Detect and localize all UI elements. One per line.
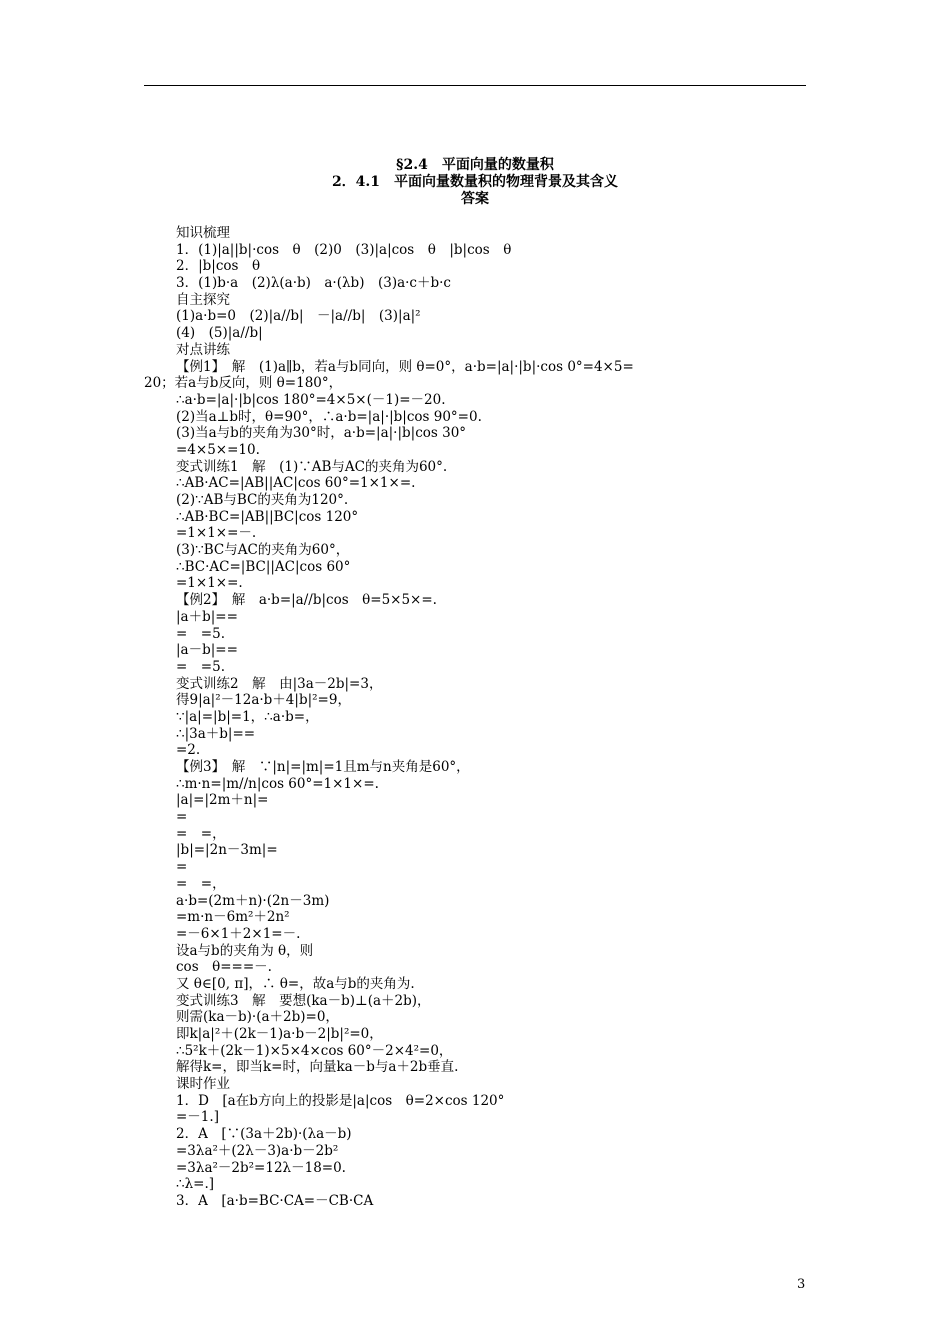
text-line: (2)当a⊥b时，θ=90°，∴a·b=|a|·|b|cos 90°=0. (176, 408, 482, 425)
text-line: 【例1】 解 (1)a∥b，若a与b同向，则 θ=0°，a·b=|a|·|b|·cos 0°=4×5= (176, 358, 634, 375)
text-line: |a|=|2m＋n|= (176, 792, 269, 809)
title-block (144, 157, 806, 208)
text-line: =－6×1＋2×1=－. (176, 925, 301, 942)
text-line: 对点讲练 (176, 341, 230, 358)
text-line: = =5. (176, 625, 226, 642)
text-line: (3)当a与b的夹角为30°时，a·b=|a|·|b|cos 30° (176, 425, 467, 442)
text-line: 变式训练3 解 要想(ka－b)⊥(a＋2b)， (176, 992, 431, 1009)
text-line: |a＋b|== (176, 608, 238, 625)
text-line: 变式训练1 解 (1)∵AB与AC的夹角为60°. (176, 458, 448, 475)
text-line: ∴m·n=|m//n|cos 60°=1×1×=. (176, 775, 379, 792)
text-line: (2)∵AB与BC的夹角为120°. (176, 492, 349, 508)
section-title: §2.4 平面向量的数量积 (396, 157, 554, 173)
text-line: 知识梳理 (176, 225, 230, 241)
text-line: =3λa²＋(2λ－3)a·b－2b² (176, 1142, 339, 1159)
header-rule (144, 85, 806, 86)
text-line: ∴|3a＋b|== (176, 725, 256, 742)
text-line: =－1.] (176, 1109, 219, 1126)
text-line: = (176, 859, 188, 876)
text-line: |b|=|2n－3m|= (176, 842, 278, 859)
text-line: 自主探究 (176, 291, 230, 308)
text-line: 得9|a|²－12a·b＋4|b|²=9， (176, 692, 351, 709)
answer-body (144, 225, 808, 1210)
text-line: ∴5²k＋(2k－1)×5×4×cos 60°－2×4²=0， (176, 1042, 453, 1059)
page-number: 3 (797, 1277, 806, 1292)
text-line: 20；若a与b反向，则 θ=180°， (144, 375, 343, 392)
text-line: (1)a·b=0 (2)|a//b| －|a//b| (3)|a|² (176, 308, 421, 325)
text-line: ∵|a|=|b|=1，∴a·b=， (176, 708, 319, 725)
text-line: =3λa²－2b²=12λ－18=0. (176, 1159, 346, 1176)
text-line: 1．D [a在b方向上的投影是|a|cos θ=2×cos 120° (176, 1092, 505, 1109)
text-line: (3)∵BC与AC的夹角为60°， (176, 542, 350, 559)
text-line: 3．A [a·b=BC·CA=－CB·CA (176, 1192, 374, 1209)
text-line: = =， (176, 875, 226, 892)
text-line: =m·n－6m²＋2n² (176, 909, 290, 926)
text-line: 2．A [∵(3a＋2b)·(λa－b) (176, 1126, 352, 1143)
text-line: a·b=(2m＋n)·(2n－3m) (176, 892, 330, 909)
text-line: 2．|b|cos θ (176, 258, 261, 275)
text-line: ∴λ=.] (176, 1176, 215, 1193)
text-line: 解得k=，即当k=时，向量ka－b与a＋2b垂直. (176, 1059, 459, 1076)
text-line: =1×1×=. (176, 575, 243, 592)
text-line: 3．(1)b·a (2)λ(a·b) a·(λb) (3)a·c＋b·c (176, 275, 451, 292)
text-line: 1．(1)|a||b|·cos θ (2)0 (3)|a|cos θ |b|cos θ (176, 241, 512, 258)
text-line: = =， (176, 825, 226, 842)
text-line: 【例3】 解 ∵|n|=|m|=1且m与n夹角是60°， (176, 759, 470, 775)
text-line: 变式训练2 解 由|3a－2b|=3， (176, 675, 383, 692)
text-line: (4) (5)|a//b| (176, 325, 263, 342)
text-line: 【例2】 解 a·b=|a//b|cos θ=5×5×=. (176, 592, 437, 609)
subsection-title: 2．4.1 平面向量数量积的物理背景及其含义 (331, 174, 619, 190)
text-line: 又 θ∈[0, π]，∴ θ=，故a与b的夹角为. (176, 975, 415, 992)
text-line: = =5. (176, 658, 226, 675)
text-line: 课时作业 (176, 1076, 230, 1093)
text-line: |a－b|== (176, 642, 238, 659)
text-line: ∴BC·AC=|BC||AC|cos 60° (176, 558, 351, 575)
text-line: 即k|a|²＋(2k－1)a·b－2|b|²=0， (176, 1026, 383, 1042)
text-line: 设a与b的夹角为 θ，则 (176, 942, 314, 959)
text-line: = (176, 809, 188, 826)
text-line: ∴a·b=|a|·|b|cos 180°=4×5×(－1)=－20. (176, 391, 446, 408)
answer-label: 答案 (461, 191, 489, 207)
text-line: cos θ===－. (176, 959, 272, 976)
text-line: =4×5×=10. (176, 441, 260, 458)
text-line: ∴AB·BC=|AB||BC|cos 120° (176, 508, 359, 525)
text-line: ∴AB·AC=|AB||AC|cos 60°=1×1×=. (176, 475, 416, 492)
text-line: 则需(ka－b)·(a＋2b)=0， (176, 1009, 339, 1026)
text-line: =1×1×=－. (176, 525, 257, 542)
text-line: =2. (176, 742, 201, 759)
